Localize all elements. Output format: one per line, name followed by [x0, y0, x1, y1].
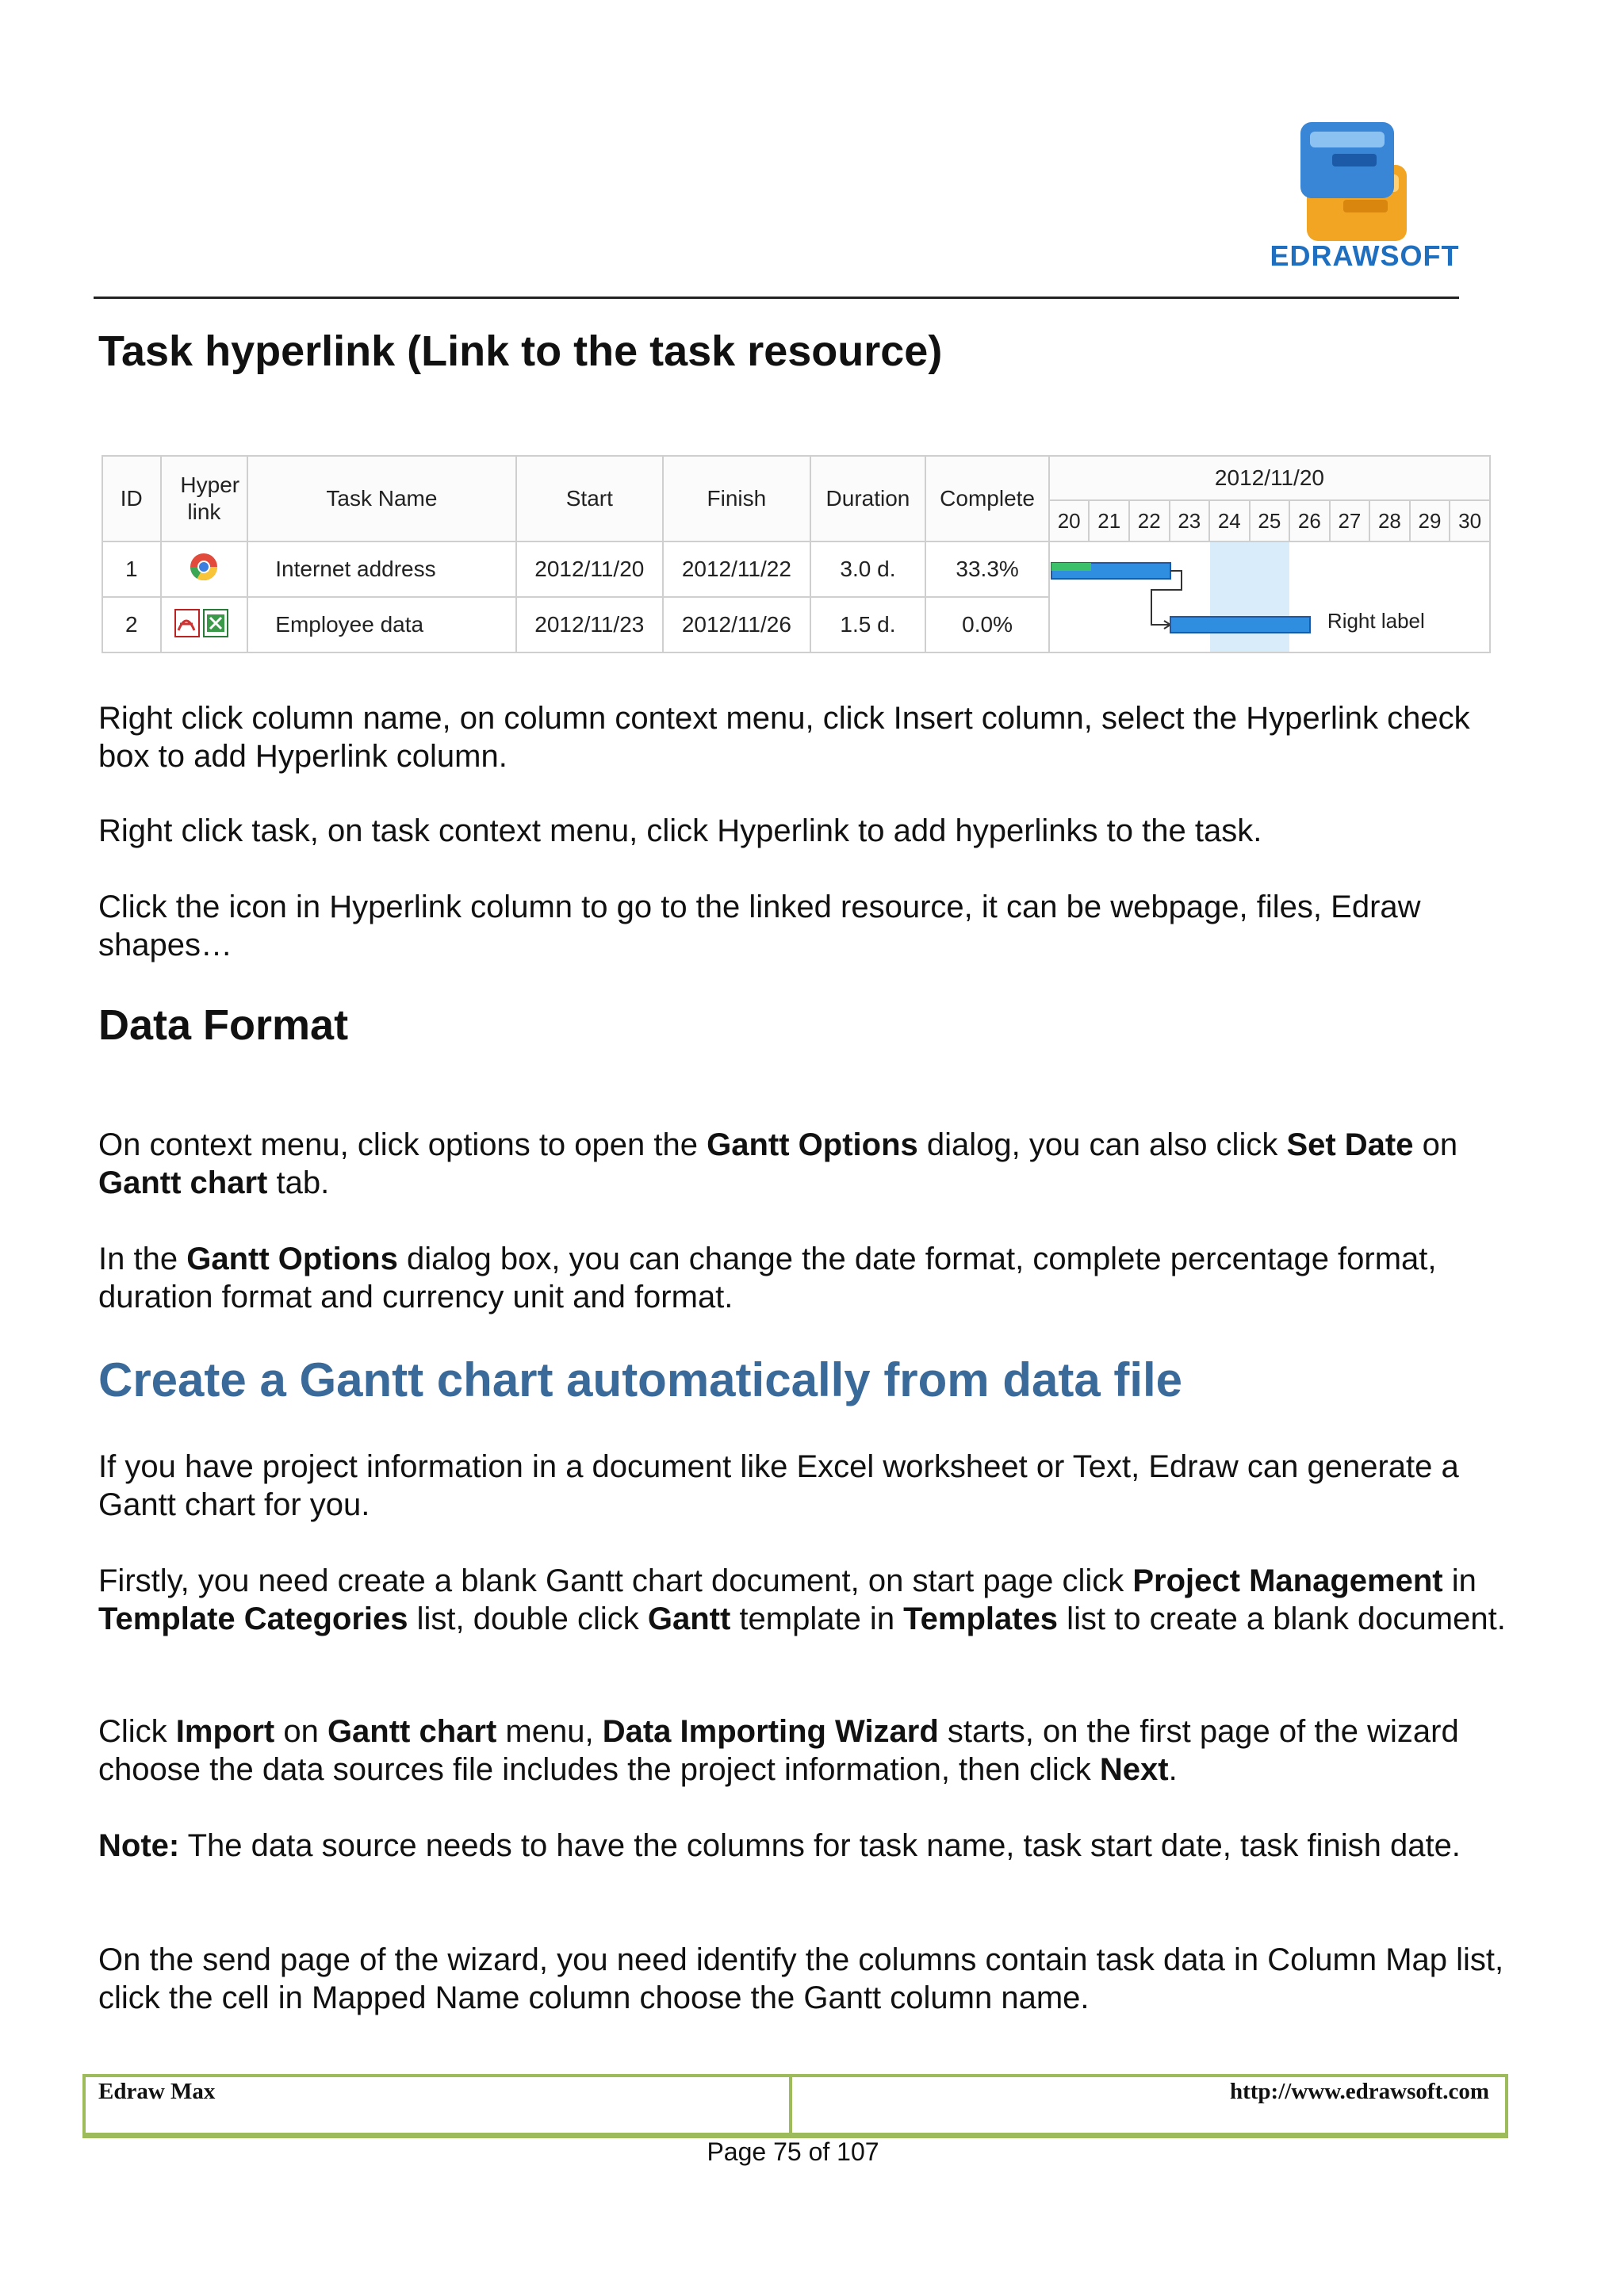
paragraph: Click Import on Gantt chart menu, Data Importing Wizard starts, on the first page of the wizard choose the data sources file includes the project information, then click Next.: [98, 1714, 1459, 1787]
section-title-task-hyperlink: Task hyperlink (Link to the task resource): [98, 327, 943, 375]
day-cell: 21: [1089, 500, 1129, 541]
col-header-complete: Complete: [925, 456, 1049, 541]
cell-finish: 2012/11/26: [663, 597, 810, 652]
col-header-start: Start: [516, 456, 664, 541]
col-header-task-name: Task Name: [247, 456, 515, 541]
day-cell: 26: [1289, 500, 1330, 541]
cell-hyperlink: [161, 597, 248, 652]
today-highlight: [1210, 542, 1289, 652]
cell-hyperlink: [161, 541, 248, 597]
gantt-table-image: [102, 455, 1491, 656]
paragraph: Firstly, you need create a blank Gantt chart document, on start page click Project Management in Template Categories list, double click Gantt template in Templates list to create a blank document.: [98, 1563, 1506, 1636]
timeline-month: 2012/11/20: [1049, 456, 1490, 500]
gantt-bars: [1050, 542, 1489, 652]
cell-finish: 2012/11/22: [663, 541, 810, 597]
section-title-data-format: Data Format: [98, 1001, 349, 1049]
header-divider: [94, 297, 1459, 299]
paragraph: In the Gantt Options dialog box, you can change the date format, complete percentage format, duration format and currency unit and format.: [98, 1242, 1437, 1314]
edrawsoft-logo-icon: [1269, 117, 1459, 244]
cell-task-name: Internet address: [247, 541, 515, 597]
cell-duration: 1.5 d.: [810, 597, 926, 652]
cell-start: 2012/11/20: [516, 541, 664, 597]
table-row[interactable]: [102, 541, 1490, 597]
pdf-excel-icon[interactable]: [172, 607, 236, 638]
col-header-id: ID: [102, 456, 161, 541]
cell-id: 1: [102, 541, 161, 597]
footer-website-link[interactable]: http://www.edrawsoft.com: [1229, 2079, 1489, 2104]
footer-divider: [789, 2074, 792, 2133]
paragraph: Right click task, on task context menu, click Hyperlink to add hyperlinks to the task.: [98, 813, 1262, 848]
footer-product-name: Edraw Max: [98, 2079, 216, 2104]
day-cell: 27: [1330, 500, 1370, 541]
col-header-hyperlink: Hyper link: [161, 456, 248, 541]
day-cell: 29: [1410, 500, 1450, 541]
paragraph: Click the icon in Hyperlink column to go to the linked resource, it can be webpage, files, Edraw shapes…: [98, 890, 1421, 962]
paragraph: Right click column name, on column context menu, click Insert column, select the Hyperlink check box to add Hyperlink column.: [98, 701, 1470, 774]
cell-complete: 0.0%: [925, 597, 1049, 652]
day-cell: 20: [1049, 500, 1090, 541]
day-cell: 24: [1209, 500, 1250, 541]
col-header-duration: Duration: [810, 456, 926, 541]
section-title-create-gantt: Create a Gantt chart automatically from data file: [98, 1353, 1183, 1406]
cell-id: 2: [102, 597, 161, 652]
timeline-area: [1049, 541, 1490, 652]
day-cell: 30: [1450, 500, 1490, 541]
day-cell: 28: [1369, 500, 1410, 541]
chrome-icon[interactable]: [188, 551, 220, 583]
cell-start: 2012/11/23: [516, 597, 664, 652]
cell-duration: 3.0 d.: [810, 541, 926, 597]
day-cell: 23: [1170, 500, 1210, 541]
cell-task-name: Employee data: [247, 597, 515, 652]
logo-text: EDRAWSOFT: [1270, 239, 1460, 272]
task-progress-1: [1051, 563, 1091, 571]
page-number: Page 75 of 107: [707, 2137, 879, 2166]
paragraph: If you have project information in a document like Excel worksheet or Text, Edraw can generate a Gantt chart for you.: [98, 1449, 1459, 1522]
paragraph: On the send page of the wizard, you need identify the columns contain task data in Column Map list, click the cell in Mapped Name column choose the Gantt column name.: [98, 1942, 1504, 2015]
note-paragraph: Note: The data source needs to have the columns for task name, task start date, task finish date.: [98, 1828, 1461, 1863]
paragraph: On context menu, click options to open the Gantt Options dialog, you can also click Set Date on Gantt chart tab.: [98, 1127, 1458, 1200]
task-bar-2: [1170, 617, 1310, 633]
day-cell: 25: [1250, 500, 1290, 541]
right-label: Right label: [1327, 609, 1425, 633]
day-cell: 22: [1129, 500, 1170, 541]
cell-complete: 33.3%: [925, 541, 1049, 597]
col-header-finish: Finish: [663, 456, 810, 541]
